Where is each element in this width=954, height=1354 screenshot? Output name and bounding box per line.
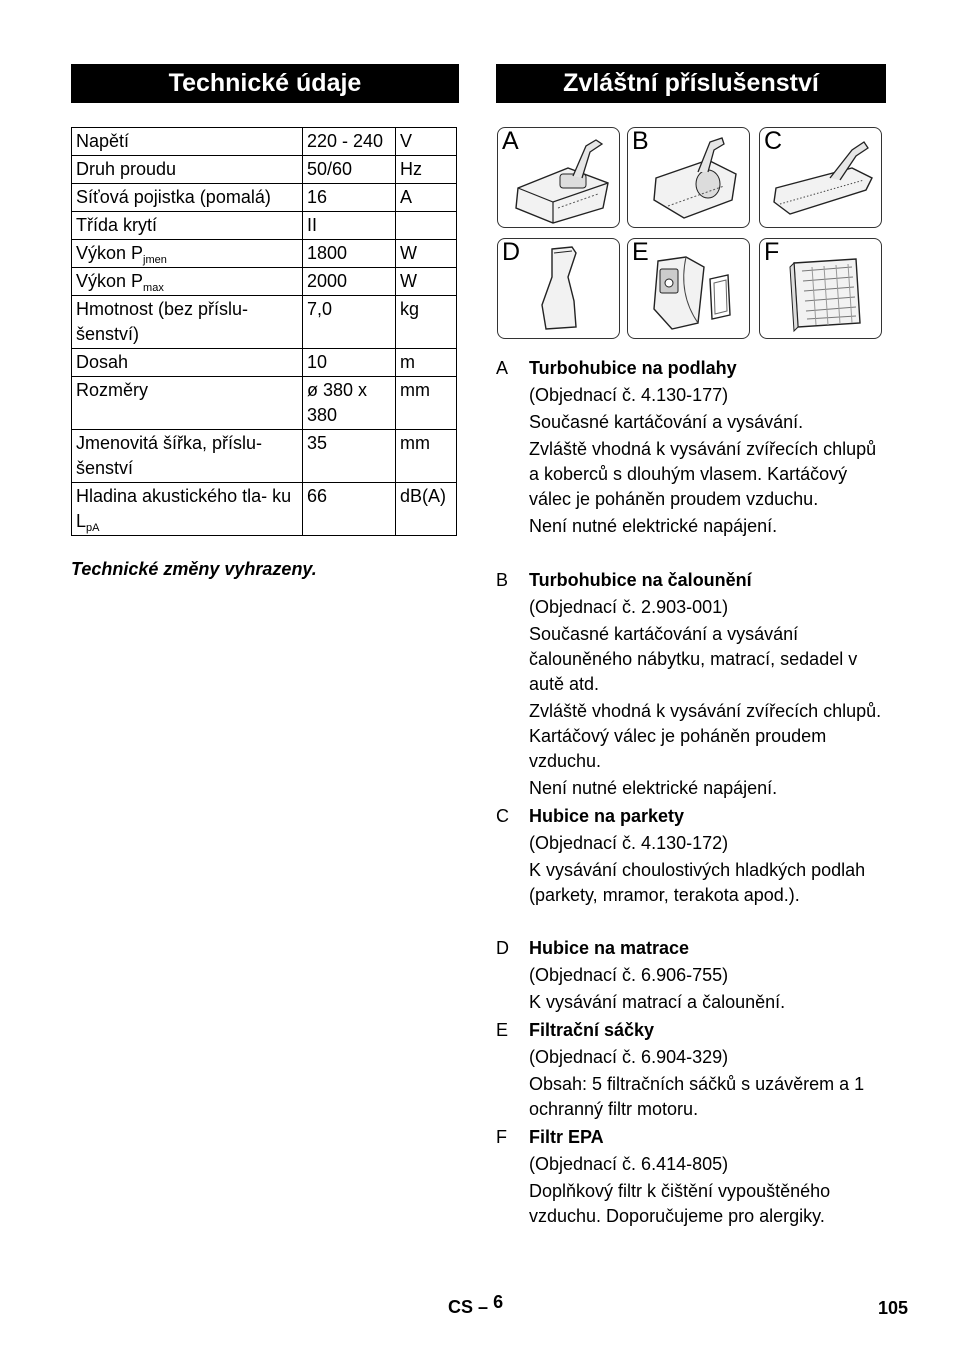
tile-letter: F <box>764 238 780 266</box>
technical-data-table <box>71 127 457 536</box>
spec-row <box>72 349 457 377</box>
spec-name <box>72 212 303 240</box>
spec-row <box>72 240 457 268</box>
accessory-description: Není nutné elektrické napájení. <box>529 778 778 798</box>
accessory-order-number: (Objednací č. 6.414-805) <box>529 1154 729 1174</box>
spec-name-text: Rozměry <box>76 380 149 400</box>
footer-dash: – <box>478 1297 489 1317</box>
spec-unit: dB(A) <box>396 483 457 536</box>
spec-value: 1800 <box>303 240 396 268</box>
filter-bags-icon <box>628 239 751 340</box>
spec-unit: A <box>396 184 457 212</box>
spec-value: II <box>303 212 396 240</box>
accessories-heading: Zvláštní příslušenství <box>496 64 886 103</box>
tile-f-epa-filter <box>759 238 882 339</box>
accessory-description: Není nutné elektrické napájení. <box>529 516 778 536</box>
spec-name <box>72 184 303 212</box>
technical-data-heading: Technické údaje <box>71 64 459 103</box>
spec-name-text: Síťová pojistka (pomalá) <box>76 187 271 207</box>
accessory-order-number: (Objednací č. 6.904-329) <box>529 1047 729 1067</box>
spec-name-text: Výkon P <box>76 243 144 263</box>
tile-letter: A <box>502 127 519 155</box>
mattress-nozzle-icon <box>498 239 621 340</box>
accessory-title: Hubice na parkety <box>529 806 685 826</box>
technical-changes-note: Technické změny vyhrazeny. <box>71 559 317 579</box>
accessory-description: Současné kartáčování a vysávání čalouněného nábytku, matrací, sedadel v autě atd. <box>529 624 858 694</box>
accessory-title: Filtrační sáčky <box>529 1020 655 1040</box>
spec-unit: mm <box>396 430 457 483</box>
accessory-title: Filtr EPA <box>529 1127 604 1147</box>
spec-name-text: Napětí <box>76 131 130 151</box>
accessory-description: Doplňkový filtr k čištění vypouštěného vzduchu. Doporučujeme pro alergiky. <box>529 1181 831 1226</box>
spec-unit: m <box>396 349 457 377</box>
tile-c-parquet-nozzle <box>759 127 882 228</box>
tile-letter: D <box>502 238 521 266</box>
spec-value: 2000 <box>303 268 396 296</box>
spec-name <box>72 128 303 156</box>
spec-unit <box>396 212 457 240</box>
spec-row <box>72 483 457 536</box>
spec-unit: mm <box>396 377 457 430</box>
tile-letter: C <box>764 127 783 155</box>
spec-row <box>72 430 457 483</box>
accessory-description: Zvláště vhodná k vysávání zvířecích chlupů. Kartáčový válec je poháněn proudem vzduchu. <box>529 701 882 771</box>
accessory-key: E <box>496 1020 509 1040</box>
spec-name-text: Druh proudu <box>76 159 177 179</box>
tile-d-mattress-nozzle <box>497 238 620 339</box>
spec-name-text: Dosah <box>76 352 129 372</box>
epa-filter-icon <box>760 239 883 340</box>
page-number: 105 <box>878 1298 909 1318</box>
accessory-key: B <box>496 570 509 590</box>
spec-name <box>72 296 303 349</box>
spec-name <box>72 349 303 377</box>
accessory-description: K vysávání matrací a čalounění. <box>529 992 786 1012</box>
accessory-key: F <box>496 1127 507 1147</box>
turbo-upholstery-nozzle-icon <box>628 128 751 229</box>
accessory-description: Současné kartáčování a vysávání. <box>529 412 804 432</box>
spec-value: 7,0 <box>303 296 396 349</box>
spec-value: 220 - 240 <box>303 128 396 156</box>
accessory-description: Zvláště vhodná k vysávání zvířecích chlupů a koberců s dlouhým vlasem. Kartáčový válec je poháněn proudem vzduchu. <box>529 439 877 509</box>
spec-name-subscript: jmen <box>143 254 167 266</box>
tile-letter: B <box>632 127 649 155</box>
spec-name-text: Výkon P <box>76 271 144 291</box>
spec-name <box>72 268 303 296</box>
accessory-order-number: (Objednací č. 4.130-172) <box>529 833 729 853</box>
accessory-order-number: (Objednací č. 2.903-001) <box>529 597 729 617</box>
spec-row <box>72 268 457 296</box>
spec-unit: W <box>396 268 457 296</box>
spec-name-subscript: max <box>143 282 164 294</box>
accessory-title: Turbohubice na čalounění <box>529 570 752 590</box>
spec-unit: kg <box>396 296 457 349</box>
spec-row <box>72 128 457 156</box>
accessory-description: K vysávání choulostivých hladkých podlah (parkety, mramor, terakota apod.). <box>529 860 866 905</box>
accessory-title: Turbohubice na podlahy <box>529 358 737 378</box>
spec-unit: Hz <box>396 156 457 184</box>
spec-row <box>72 212 457 240</box>
spec-value: 35 <box>303 430 396 483</box>
tile-a-turbo-floor-nozzle <box>497 127 620 228</box>
spec-value: 10 <box>303 349 396 377</box>
spec-name <box>72 483 303 536</box>
spec-value: 16 <box>303 184 396 212</box>
spec-value: 50/60 <box>303 156 396 184</box>
tile-letter: E <box>632 238 649 266</box>
spec-row <box>72 377 457 430</box>
spec-row <box>72 296 457 349</box>
accessory-title: Hubice na matrace <box>529 938 690 958</box>
accessory-description: Obsah: 5 filtračních sáčků s uzávěrem a 1 ochranný filtr motoru. <box>529 1074 865 1119</box>
spec-name-text: Hmotnost (bez příslu- šenství) <box>76 299 249 344</box>
parquet-nozzle-icon <box>760 128 883 229</box>
spec-value: 66 <box>303 483 396 536</box>
tile-e-filter-bags <box>627 238 750 339</box>
turbo-floor-nozzle-icon <box>498 128 621 229</box>
footer-section-label <box>448 1292 504 1318</box>
spec-name-text: Třída krytí <box>76 215 158 235</box>
accessory-key: A <box>496 358 509 378</box>
spec-name-text: Jmenovitá šířka, příslu- šenství <box>76 433 263 478</box>
accessory-key: C <box>496 806 509 826</box>
spec-name <box>72 240 303 268</box>
spec-row <box>72 156 457 184</box>
footer-lang: CS <box>448 1297 474 1317</box>
accessory-key: D <box>496 938 509 958</box>
spec-name <box>72 377 303 430</box>
spec-value: ø 380 x 380 <box>303 377 396 430</box>
tile-b-turbo-upholstery-nozzle <box>627 127 750 228</box>
spec-unit: W <box>396 240 457 268</box>
spec-row <box>72 184 457 212</box>
spec-name-text: Hladina akustického tla- ku L <box>76 486 292 531</box>
accessory-order-number: (Objednací č. 4.130-177) <box>529 385 729 405</box>
footer-section-page: 6 <box>493 1292 504 1312</box>
spec-unit: V <box>396 128 457 156</box>
spec-name <box>72 156 303 184</box>
accessory-order-number: (Objednací č. 6.906-755) <box>529 965 729 985</box>
spec-name <box>72 430 303 483</box>
spec-name-subscript: pA <box>86 522 100 534</box>
